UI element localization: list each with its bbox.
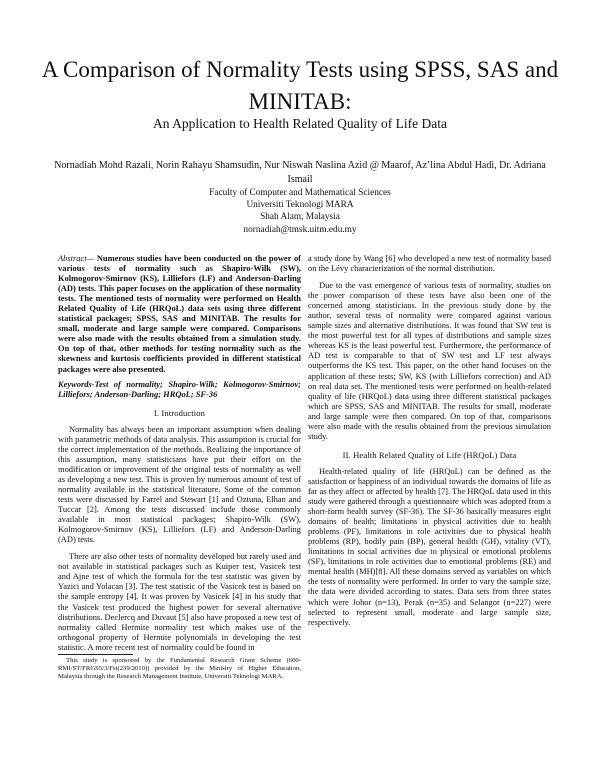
paper-subtitle: An Application to Health Related Quality of Life Data <box>153 116 447 131</box>
affiliation-block <box>100 187 500 236</box>
abstract <box>58 253 301 374</box>
affiliation-location: Shah Alam, Malaysia <box>260 212 340 223</box>
intro-paragraph-1: Normality has always been an important assumption when dealing with parametric methods of data analysis. This assumption is crucial for the correct implementation of the methods. Realizing the importance of this assumption, many statisticians have put their effort on the modification or improvement of the original tests of normality as well as developing a new test. This is proven by numerous amount of test of normality available in the statistical literature. Some of the common tests were discussed by Farrel and Stewart [1] and Oztuna, Elhan and Tuccar [2]. Among the tests discussed include those commonly available in most statistical packages; Shapiro-Wilk (SW), Kolmogorov-Smirnov (KS), Lilliefors (LF) and Anderson-Darling (AD) tests. <box>58 423 301 545</box>
section-heading-introduction: I. Introduction <box>153 407 206 418</box>
affiliation-university: Universiti Teknologi MARA <box>246 200 354 211</box>
intro-paragraph-2: There are also other tests of normality developed but rarely used and not available in statistical packages such as Kuiper test, Vasicek test and Ajne test of which the formula for the test statistic was given by Yazici and Yolacan [3]. The test statistic of the Vasicek test is based on the sample entropy [4]. It was proven by Vasicek [4] in his study that the Vasicek test produced the highest power for several alternative distributions. Declercq and Duvaut [5] also have proposed a new test of normality called Hermite normality test which makes use of the orthogonal property of Hermite polynomials in developing the test statistic. A more recent test of normality could be found in <box>58 551 301 652</box>
author-email: nornadiah@tmsk.uitm.edu.my <box>243 224 357 235</box>
keywords: Keywords-Test of normality; Shapiro-Wilk; Kolmogorov-Smirnov; Lilliefors; Anderson-Darling; HRQoL; SF-36 <box>58 378 301 399</box>
paper-title: A Comparison of Normality Tests using SPSS, SAS and MINITAB: <box>41 57 559 114</box>
footnote-divider <box>58 654 133 655</box>
intro-paragraph-3: a study done by Wang [6] who developed a new test of normality based on the Lévy characterization of the normal distribution. <box>308 253 551 274</box>
abstract-body: Numerous studies have been conducted on the power of various tests of normality such as Shapiro-Wilk (SW), Kolmogorov-Smirnov (KS), Lilliefors (LF) and Anderson-Darling (AD) tests. This paper focuses on the application of these normality tests. The mentioned tests of normality were performed on Health Related Quality of Life (HRQoL) data sets using three different statistical packages; SPSS, SAS and MINITAB. The results for small, moderate and large sample were compared. Comparisons were also made with the results obtained from a simulation study. On top of that, other methods for testing normality such as the skewness and kurtosis coefficients provided in different statistical packages were also presented. <box>58 253 301 374</box>
hrqol-paragraph: Health-related quality of life (HRQoL) can be defined as the satisfaction or happiness of an individual towards the domains of life as far as they affect or affected by health [7]. The HRQoL data used in this study were gathered through a questionnaire which was adopted from a short-form health survey (SF-36). The SF-36 basically measures eight domains of health; limitations in physical activities due to health problems (PF), limitations in role activities due to physical health problems (RP), bodily pain (BP), general health (GH), vitality (VT), limitations in social activities due to physical or emotional problems (SF), limitations in role activities due to emotional problems (RE) and mental health (MH)[8]. All these domains served as variables on which the tests of normality were performed. In order to vary the sample size, the data were divided according to states. Data sets from three states which were Johor (n=13), Perak (n=35) and Selangor (n=227) were selected to represent small, moderate and large sample size, respectively. <box>308 465 551 627</box>
intro-paragraph-4: Due to the vast emergence of various tests of normality, studies on the power comparison of these tests have also been one of the concerned among statisticians. In the previous study done by the author, several tests of normality were compared against various sample sizes and alternative distributions. It was found that SW test is the most powerful test for all types of distributions and sample sizes whereas KS is the least powerful test. Furthermore, the performance of AD test is comparable to that of SW test and LF test always outperforms the KS test. This paper, on the other hand focuses on the application of these tests; SW, KS (with Lilliefors correction) and AD on real data set. The mentioned tests were performed on health-related quality of life (HRQoL) data using three different statistical packages which are SPSS, SAS and MINITAB. The results for small, moderate and large sample were then compared. On top of that, comparisons were also made with the results obtained from the previous simulation study. <box>308 280 551 441</box>
right-column <box>308 253 551 627</box>
author-list: Nornadiah Mohd Razali, Norin Rahayu Shamsudin, Nur Niswah Naslina Azid @ Maarof, Az’lina Abdul Hadi, Dr. Adriana Ismail <box>54 160 546 185</box>
left-column <box>58 253 301 681</box>
affiliation-faculty: Faculty of Computer and Mathematical Sciences <box>209 188 391 198</box>
funding-footnote: This study is sponsored by the Fundamental Research Grant Scheme (600-RMI/ST/FRGS5/3/Fst(239/2010)) provided by the Ministry of Higher Education, Malaysia through the Research Management Institute, Universiti Teknologi MARA. <box>58 656 301 680</box>
abstract-lead: Abstract— <box>58 253 95 263</box>
section-heading-hrqol: II. Health Related Quality of Life (HRQoL) Data <box>342 449 517 460</box>
